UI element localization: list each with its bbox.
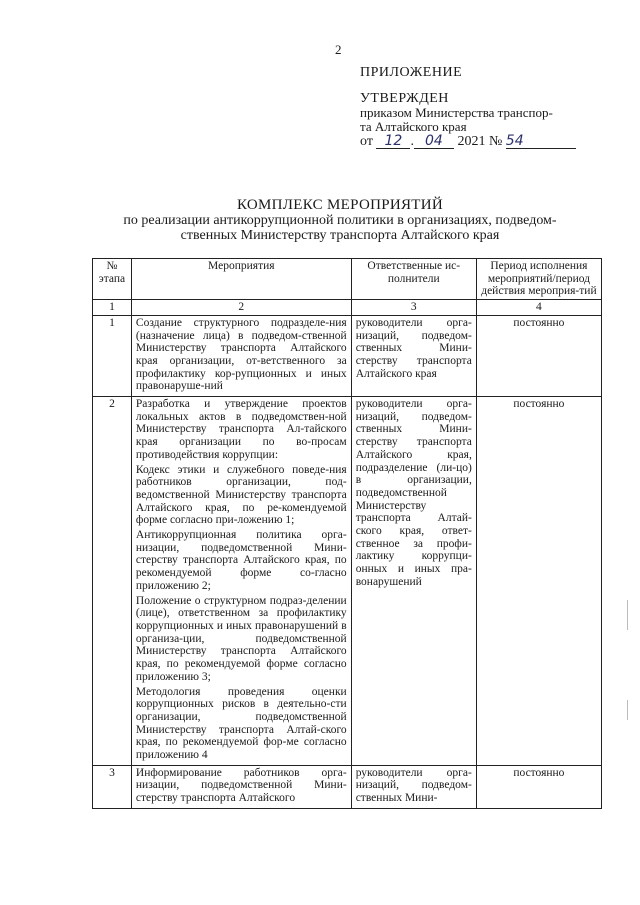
date-month: 04 bbox=[414, 134, 454, 149]
header-responsible: Ответственные ис-полнители bbox=[351, 259, 476, 300]
column-number: 4 bbox=[476, 300, 601, 316]
measure-text: Создание структурного подразделе-ния (назначение лица) в подведом-ственной Министерству транспорта Алтайского края организации, от-ветственного за профилактику кор-рупционных и иных правонаруше-ний bbox=[135, 316, 347, 393]
measure-text: Кодекс этики и служебного поведе-ния работников организации, под-ведомственной Министерству транспорта Алтайского края, по ре-комендуемой форме согласно при-ложению 1; bbox=[135, 463, 347, 527]
order-number: 54 bbox=[506, 134, 576, 149]
date-separator: . bbox=[410, 134, 414, 149]
responsible-cell: руководители орга-низаций, подведом-ственных Мини-стерству транспорта Алтайского края, подразделение (ли-цо) в организации, подведомственной Министерству транспорта Алтай-ского края, ответ-ственное за профи-лактику коррупци-онных и иных пра-вонарушений bbox=[351, 397, 476, 766]
measure-cell bbox=[131, 397, 351, 766]
header-stage-number: № этапа bbox=[93, 259, 132, 300]
order-text-line2: та Алтайского края bbox=[360, 119, 467, 134]
header-measures: Мероприятия bbox=[131, 259, 351, 300]
table-row bbox=[93, 397, 602, 766]
document-subtitle-line2: ственных Министерству транспорта Алтайского края bbox=[180, 228, 500, 243]
table-row bbox=[93, 315, 602, 396]
column-number: 1 bbox=[93, 300, 132, 316]
period-cell: постоянно bbox=[476, 397, 601, 766]
measure-text: Положение о структурном подраз-делении (лице), ответственном за профилактику коррупционных и иных правонарушений в организа-ции, подведомственной Министерству транспорта Алтайского края, по рекомендуемой форме согласно приложению 3; bbox=[135, 594, 347, 683]
scan-artifact bbox=[627, 700, 628, 720]
approved-label: УТВЕРЖДЕН bbox=[360, 91, 449, 106]
measures-table bbox=[92, 258, 602, 809]
approval-block bbox=[360, 66, 610, 149]
table-header-row bbox=[93, 259, 602, 300]
column-number-row bbox=[93, 300, 602, 316]
appendix-label: ПРИЛОЖЕНИЕ bbox=[360, 65, 463, 80]
period-cell: постоянно bbox=[476, 765, 601, 808]
table-row bbox=[93, 765, 602, 808]
stage-number: 2 bbox=[93, 397, 132, 766]
responsible-cell: руководители орга-низаций, подведом-ственных Мини- bbox=[351, 765, 476, 808]
measure-text: Антикоррупционная политика орга-низации, подведомственной Мини-стерству транспорта Алтайского края, по рекомендуемой форме со-гласно приложению 2; bbox=[135, 529, 347, 592]
period-cell: постоянно bbox=[476, 315, 601, 396]
date-year: 2021 № bbox=[457, 134, 503, 149]
column-number: 3 bbox=[351, 300, 476, 316]
responsible-cell: руководители орга-низаций, подведом-ственных Мини-стерству транспорта Алтайского края bbox=[351, 315, 476, 396]
measure-cell bbox=[131, 315, 351, 396]
document-title: КОМПЛЕКС МЕРОПРИЯТИЙ bbox=[236, 197, 444, 213]
measure-text: Разработка и утверждение проектов локальных актов в подведомствен-ной Министерству транспорта Ал-тайского края организации по во-просам противодействия коррупции: bbox=[135, 398, 347, 461]
document-heading bbox=[100, 198, 580, 243]
stage-number: 1 bbox=[93, 315, 132, 396]
header-period: Период исполнения мероприятий/период действия мероприя-тий bbox=[476, 259, 601, 300]
date-prefix: от bbox=[360, 134, 373, 149]
date-day: 12 bbox=[376, 134, 410, 149]
scan-artifact bbox=[627, 600, 628, 630]
order-text-line1: приказом Министерства транспор- bbox=[360, 105, 553, 120]
column-number: 2 bbox=[131, 300, 351, 316]
document-subtitle-line1: по реализации антикоррупционной политики в организациях, подведом- bbox=[123, 213, 557, 228]
measure-cell bbox=[131, 765, 351, 808]
measure-text: Методология проведения оценки коррупционных рисков в деятельно-сти организации, подведомственной Министерству транспорта Алтай-ского края, по рекомендуемой фор-ме согласно приложению 4 bbox=[135, 685, 347, 762]
measure-text: Информирование работников орга-низации, подведомственной Мини-стерству транспорта Алтайского bbox=[135, 766, 347, 805]
order-date-line bbox=[360, 134, 610, 149]
stage-number: 3 bbox=[93, 765, 132, 808]
page-number: 2 bbox=[335, 42, 342, 57]
